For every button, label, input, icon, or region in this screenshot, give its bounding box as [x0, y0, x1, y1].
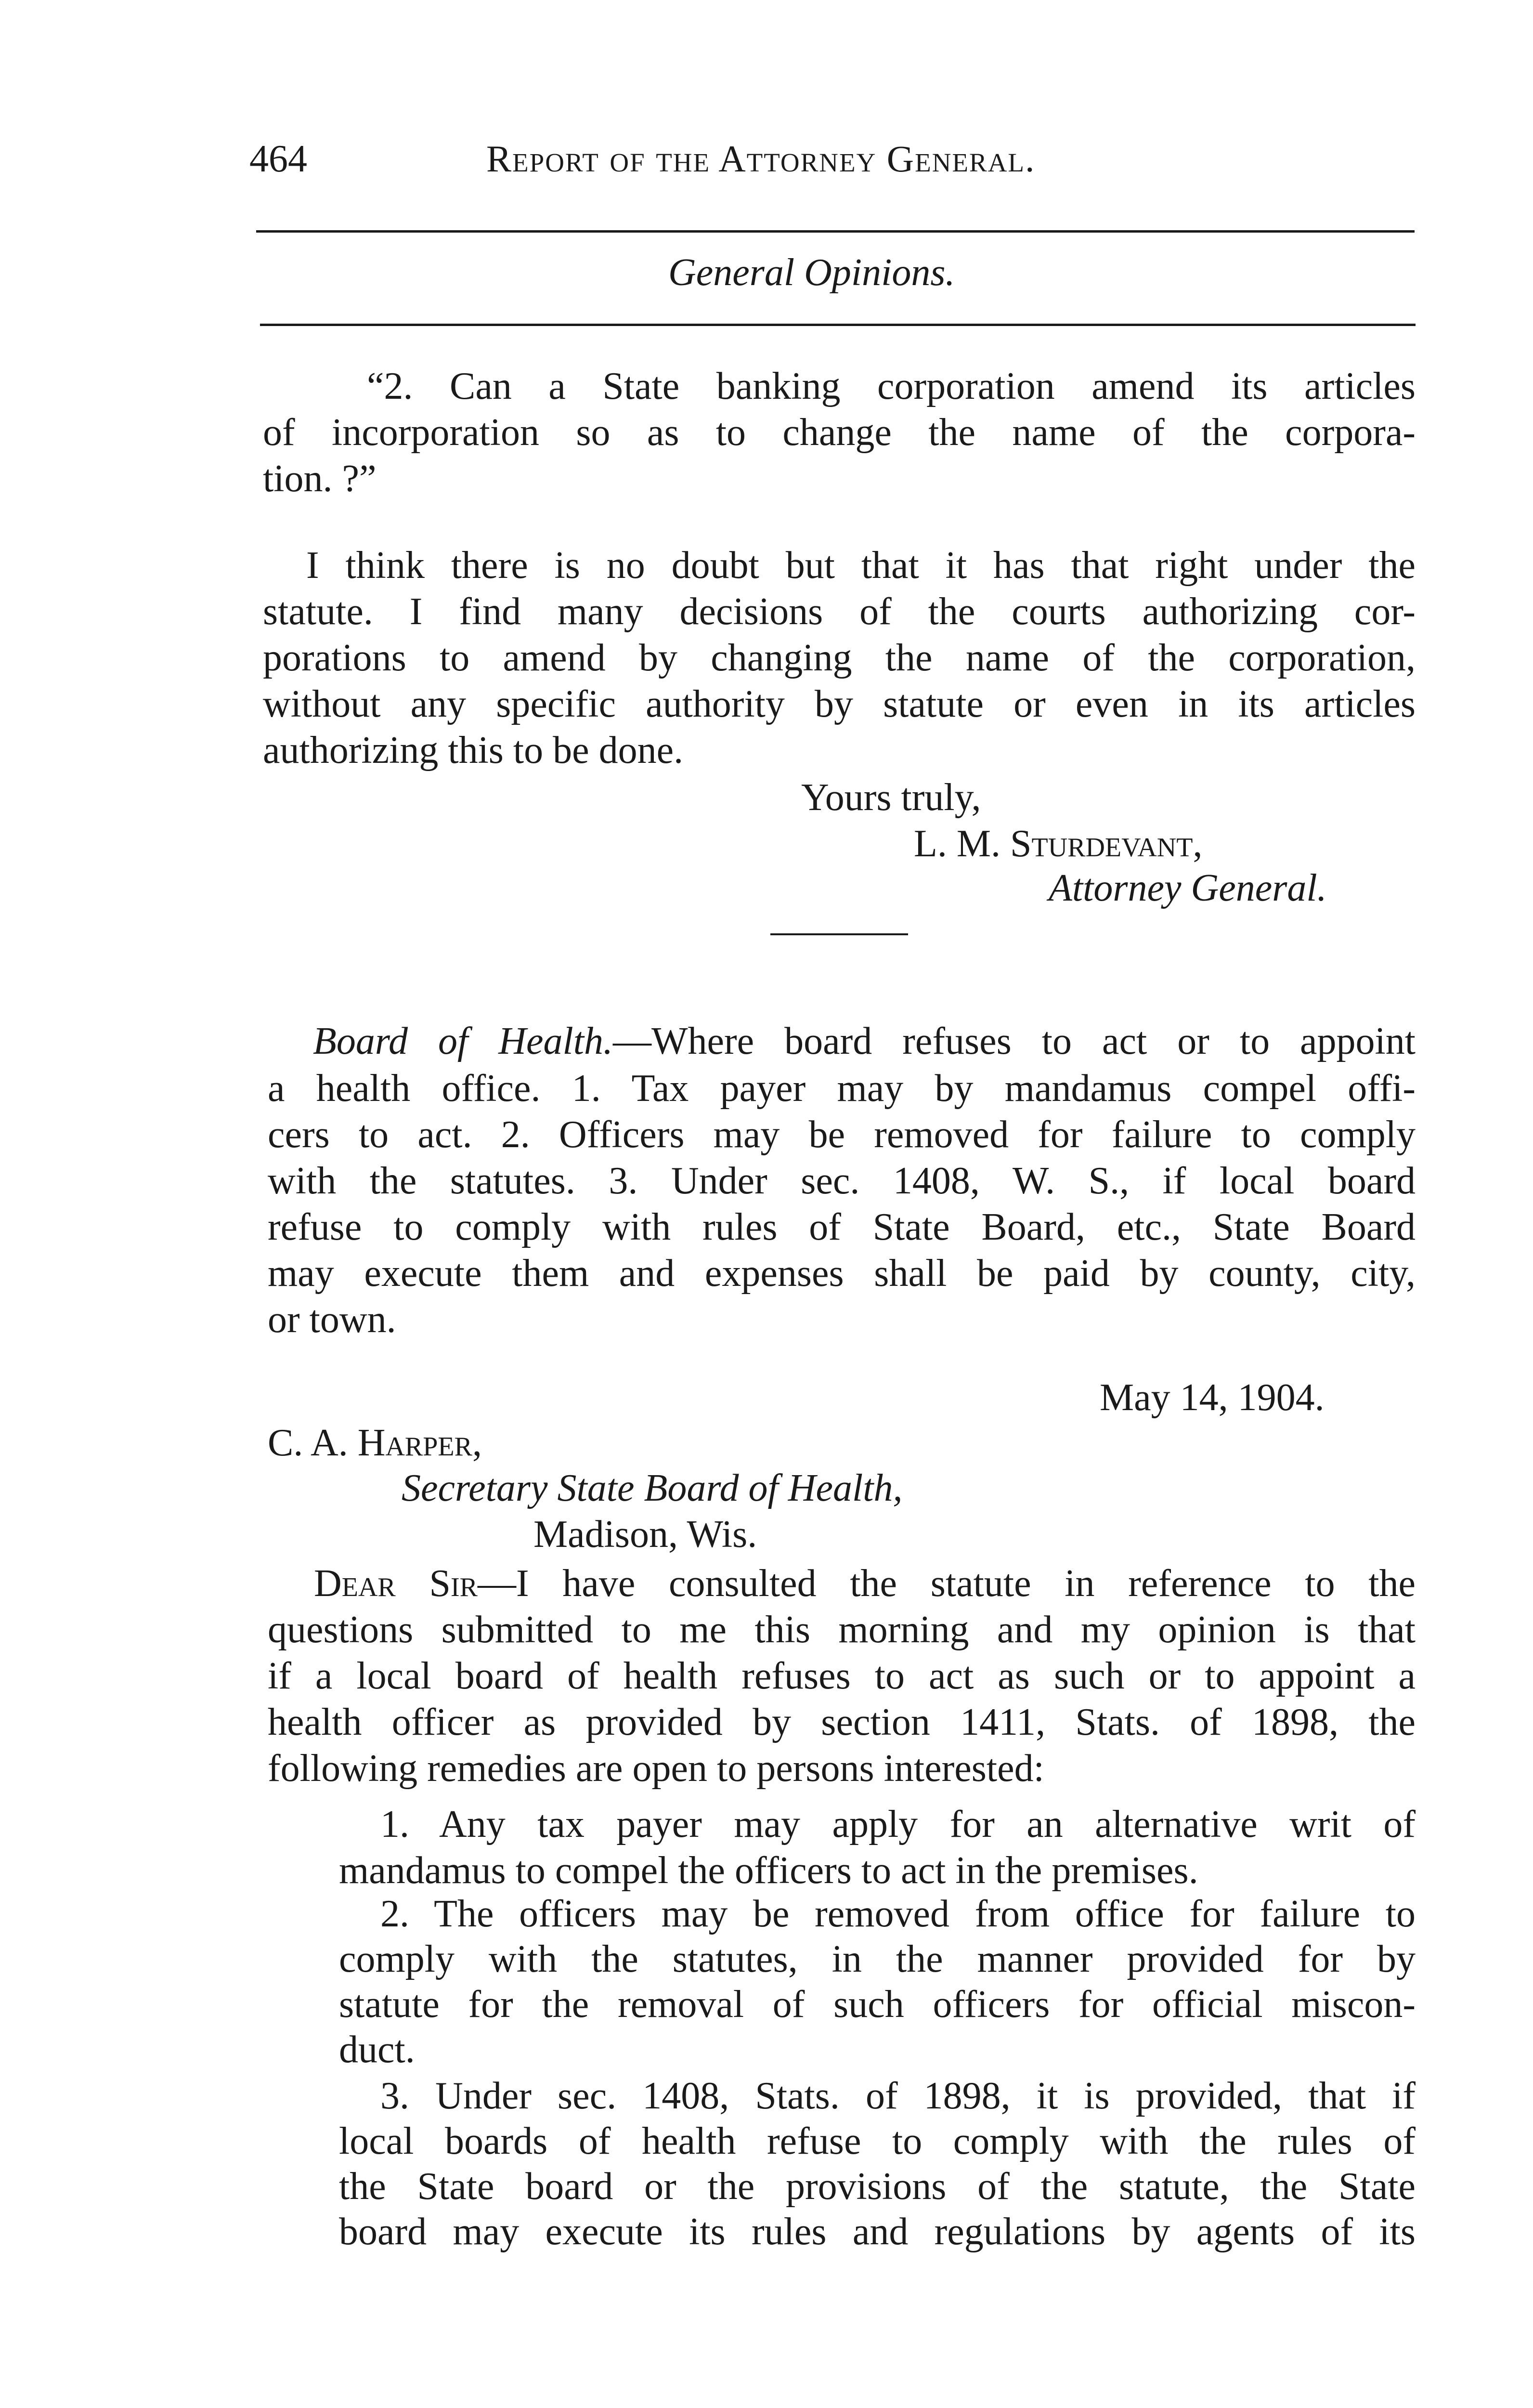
remedy-line: board may execute its rules and regulations by agents of its: [339, 2211, 1416, 2253]
letter-date: May 14, 1904.: [1100, 1376, 1325, 1419]
running-title: Report of the Attorney General.: [486, 138, 1036, 180]
letter-body-line: following remedies are open to persons interested:: [268, 1747, 1044, 1790]
opinion-line: statute. I find many decisions of the courts authorizing cor-: [263, 590, 1416, 633]
opinion-line: porations to amend by changing the name of the corporation,: [263, 637, 1416, 679]
letter-salutation: Dear Sir: [314, 1562, 478, 1605]
signatory-title: Attorney General.: [1049, 867, 1327, 909]
headnote-line: a health office. 1. Tax payer may by mandamus compel offi-: [268, 1067, 1416, 1110]
opinion-line: I think there is no doubt but that it has that right under the: [306, 544, 1416, 587]
addressee-title: Secretary State Board of Health,: [402, 1467, 903, 1509]
signatory-name: [914, 821, 1202, 867]
quote-line: tion. ?”: [263, 458, 377, 500]
letter-body-text: —I have consulted the statute in reference to the: [477, 1562, 1416, 1605]
headnote-line: [313, 1018, 1416, 1064]
opinion-line: without any specific authority by statute or even in its articles: [263, 683, 1416, 725]
headnote-line: refuse to comply with rules of State Board, etc., State Board: [268, 1206, 1416, 1248]
remedy-line: 2. The officers may be removed from office for failure to: [380, 1893, 1416, 1935]
remedy-line: 1. Any tax payer may apply for an alternative writ of: [380, 1803, 1416, 1845]
opinion-line: authorizing this to be done.: [263, 729, 684, 772]
remedy-line: duct.: [339, 2028, 415, 2071]
letter-body-line: if a local board of health refuses to act as such or to appoint a: [268, 1655, 1416, 1697]
remedy-line: statute for the removal of such officers for official miscon-: [339, 1983, 1416, 2026]
addressee-place: Madison, Wis.: [533, 1513, 757, 1556]
quote-line: of incorporation so as to change the name of the corpora-: [263, 411, 1416, 454]
remedy-line: comply with the statutes, in the manner provided for by: [339, 1938, 1416, 1980]
header-rule-bottom: [260, 324, 1416, 326]
remedy-line: the State board or the provisions of the statute, the State: [339, 2165, 1416, 2208]
closing-salutation: Yours truly,: [801, 776, 981, 819]
section-title: General Opinions.: [668, 251, 955, 294]
headnote-line: with the statutes. 3. Under sec. 1408, W. S., if local board: [268, 1160, 1416, 1202]
addressee-name: [268, 1420, 482, 1466]
quote-line: “2. Can a State banking corporation amend its articles: [367, 365, 1416, 407]
remedy-line: local boards of health refuse to comply with the rules of: [339, 2120, 1416, 2162]
headnote-subject: Board of Health.: [313, 1020, 613, 1062]
section-divider: [770, 933, 908, 935]
letter-body-line: questions submitted to me this morning and my opinion is that: [268, 1609, 1416, 1651]
page-number: 464: [249, 138, 307, 180]
headnote-line-text: —Where board refuses to act or to appoint: [612, 1020, 1416, 1062]
headnote-line: may execute them and expenses shall be paid by county, city,: [268, 1252, 1416, 1295]
letter-body-line: [314, 1560, 1416, 1607]
remedy-line: 3. Under sec. 1408, Stats. of 1898, it is provided, that if: [380, 2075, 1416, 2117]
headnote-line: or town.: [268, 1298, 396, 1341]
headnote-line: cers to act. 2. Officers may be removed for failure to comply: [268, 1113, 1416, 1156]
addressee-name-text: C. A. Harper,: [268, 1422, 482, 1464]
letter-body-line: health officer as provided by section 1411, Stats. of 1898, the: [268, 1701, 1416, 1743]
header-rule-top: [256, 230, 1415, 233]
signatory-name-text: L. M. Sturdevant,: [914, 823, 1203, 865]
remedy-line: mandamus to compel the officers to act in the premises.: [339, 1849, 1198, 1892]
